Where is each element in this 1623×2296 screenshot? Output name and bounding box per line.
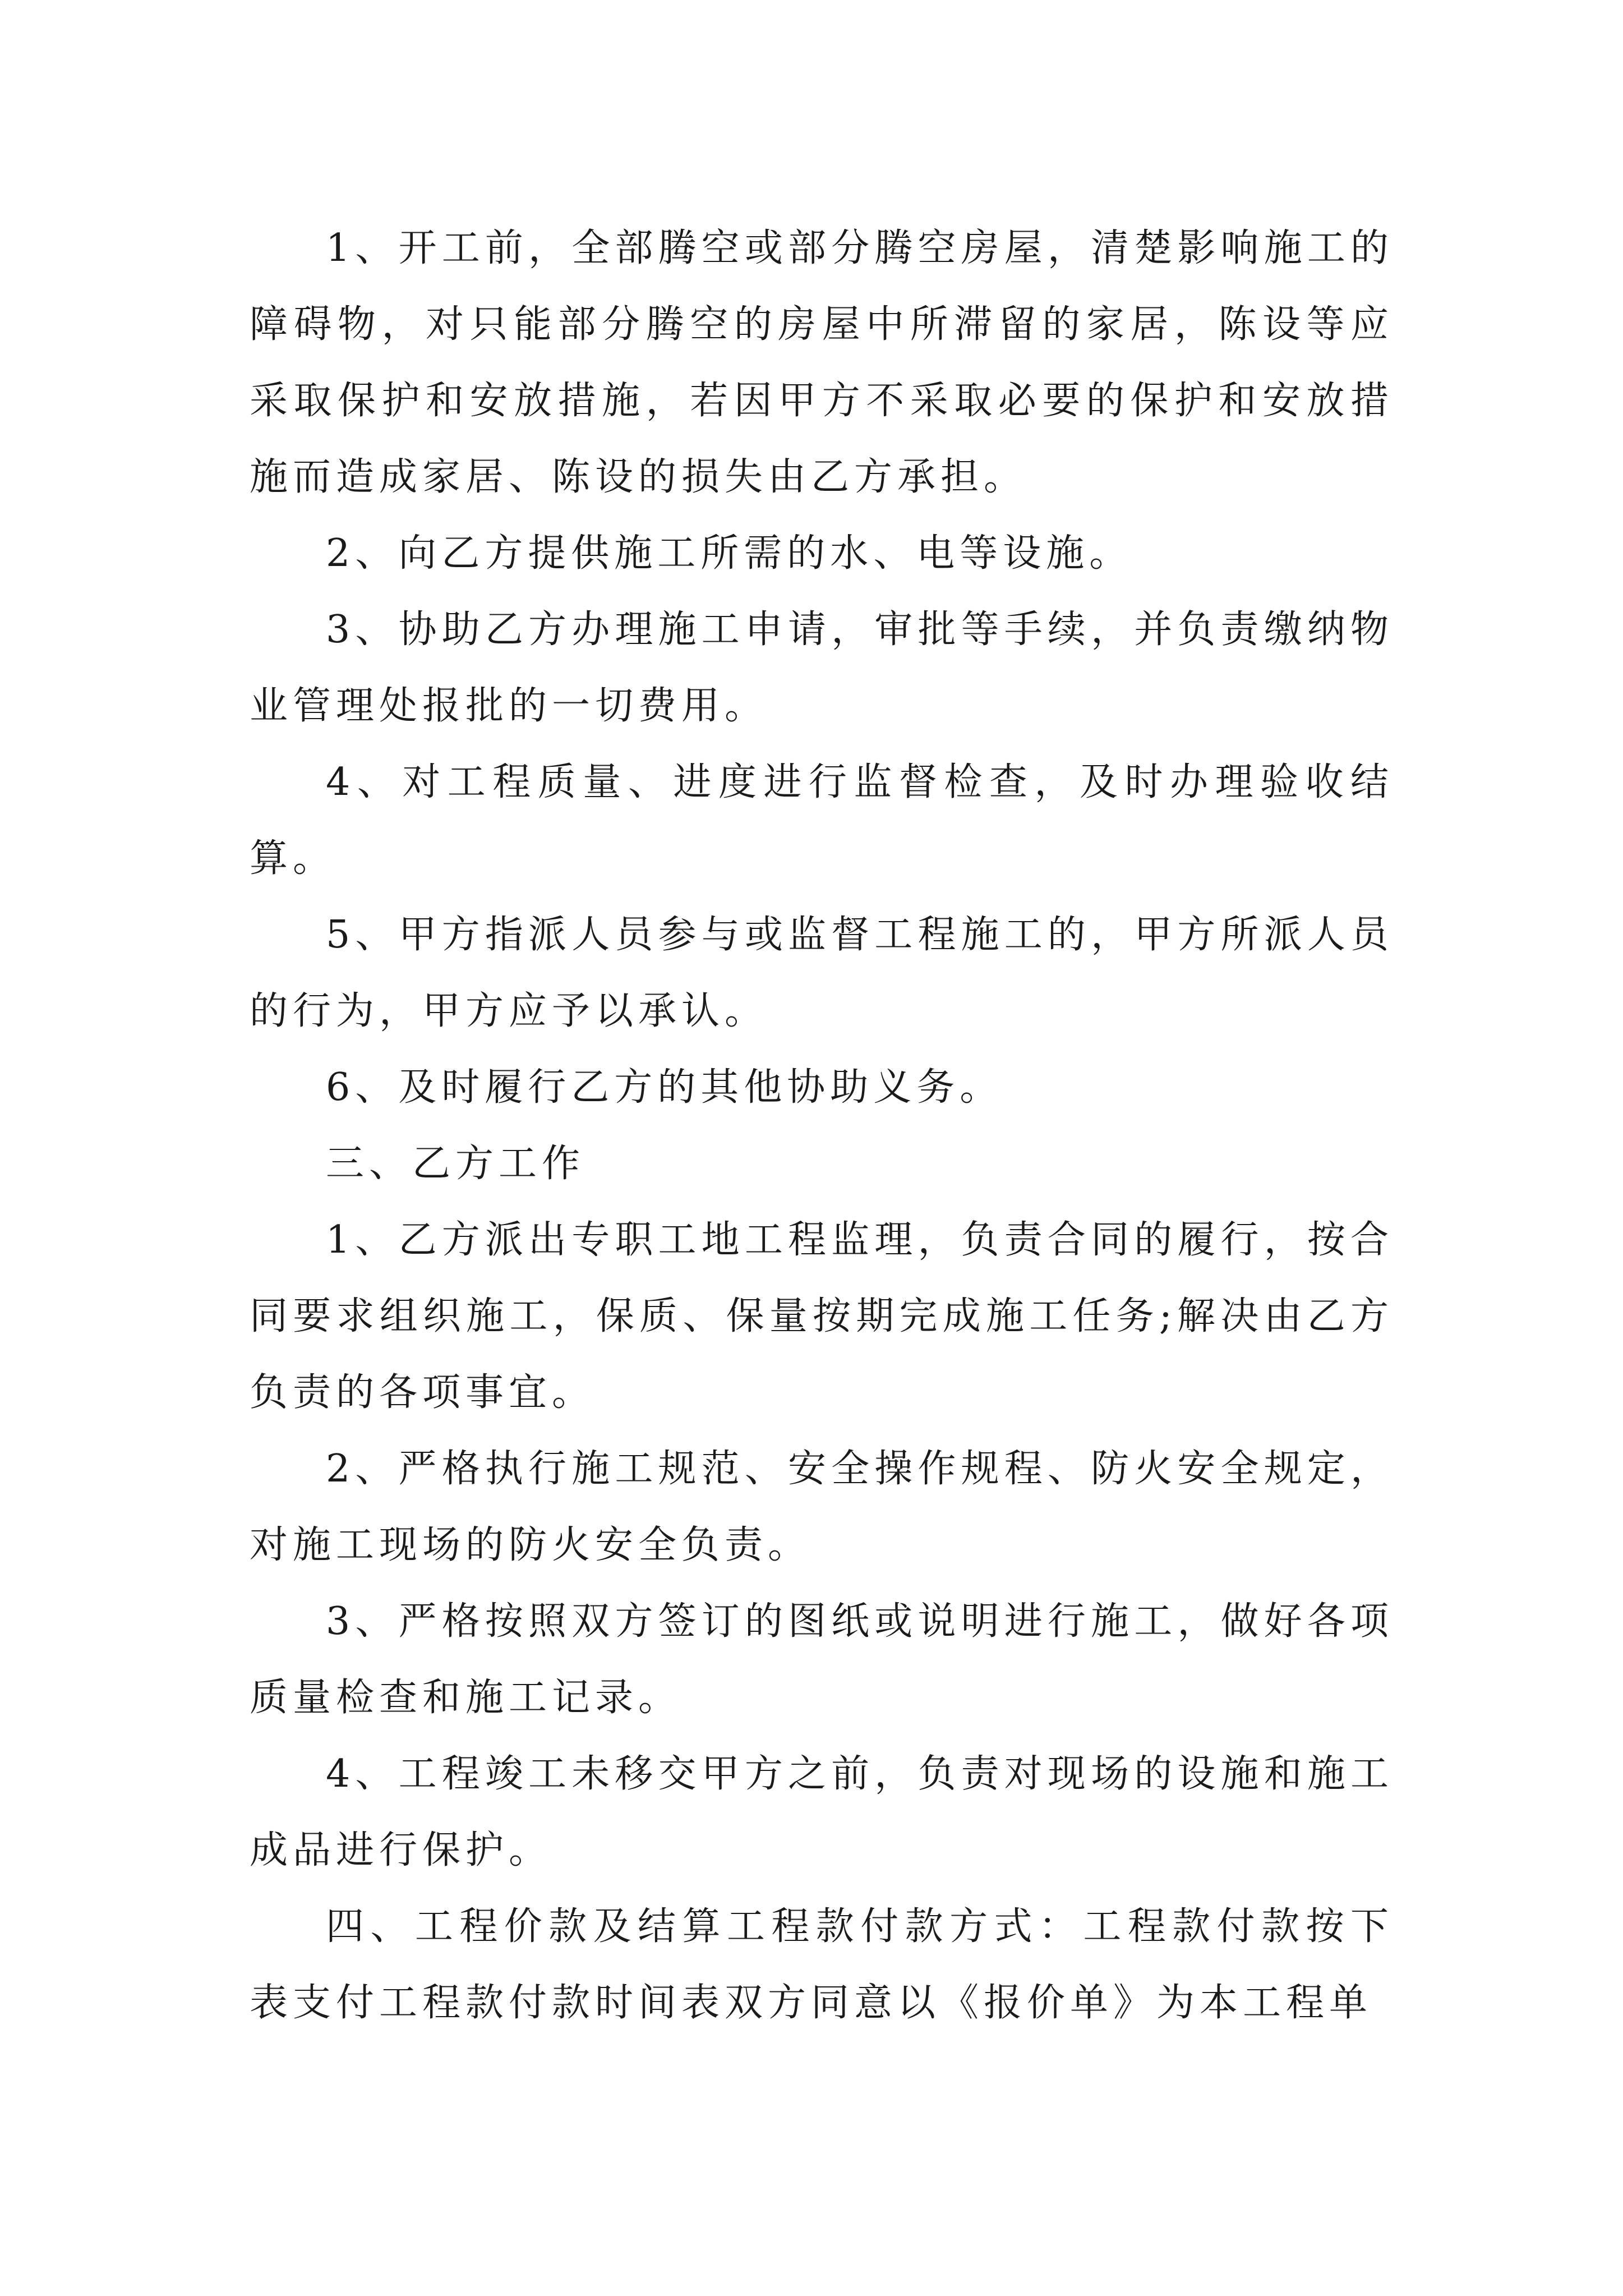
paragraph-party-a-duty-4: 4、对工程质量、进度进行监督检查，及时办理验收结算。 [250,760,1394,881]
paragraph-party-a-duty-5: 5、甲方指派人员参与或监督工程施工的，甲方所派人员的行为，甲方应予以承认。 [250,913,1394,1033]
paragraph-party-b-duty-2: 2、严格执行施工规范、安全操作规程、防火安全规定，对施工现场的防火安全负责。 [250,1447,1394,1567]
paragraph-party-b-duty-4: 4、工程竣工未移交甲方之前，负责对现场的设施和施工成品进行保护。 [250,1752,1394,1872]
paragraph-payment-terms: 四、工程价款及结算工程款付款方式：工程款付款按下表支付工程款付款时间表双方同意以《报价单》为本工程单 [250,1904,1394,2025]
paragraph-party-a-duty-3: 3、协助乙方办理施工申请，审批等手续，并负责缴纳物业管理处报批的一切费用。 [250,608,1394,728]
document-body [250,210,1394,2041]
section-heading-party-b: 三、乙方工作 [326,1142,585,1186]
paragraph-party-a-duty-2: 2、向乙方提供施工所需的水、电等设施。 [326,531,1133,576]
paragraph-party-a-duty-1: 1、开工前，全部腾空或部分腾空房屋，清楚影响施工的障碍物，对只能部分腾空的房屋中所滞留的家居，陈设等应采取保护和安放措施，若因甲方不采取必要的保护和安放措施而造成家居、陈设的损失由乙方承担。 [250,226,1394,499]
paragraph-party-b-duty-1: 1、乙方派出专职工地工程监理，负责合同的履行，按合同要求组织施工，保质、保量按期完成施工任务;解决由乙方负责的各项事宜。 [250,1218,1394,1415]
paragraph-party-b-duty-3: 3、严格按照双方签订的图纸或说明进行施工，做好各项质量检查和施工记录。 [250,1599,1394,1720]
paragraph-party-a-duty-6: 6、及时履行乙方的其他协助义务。 [326,1065,1003,1110]
